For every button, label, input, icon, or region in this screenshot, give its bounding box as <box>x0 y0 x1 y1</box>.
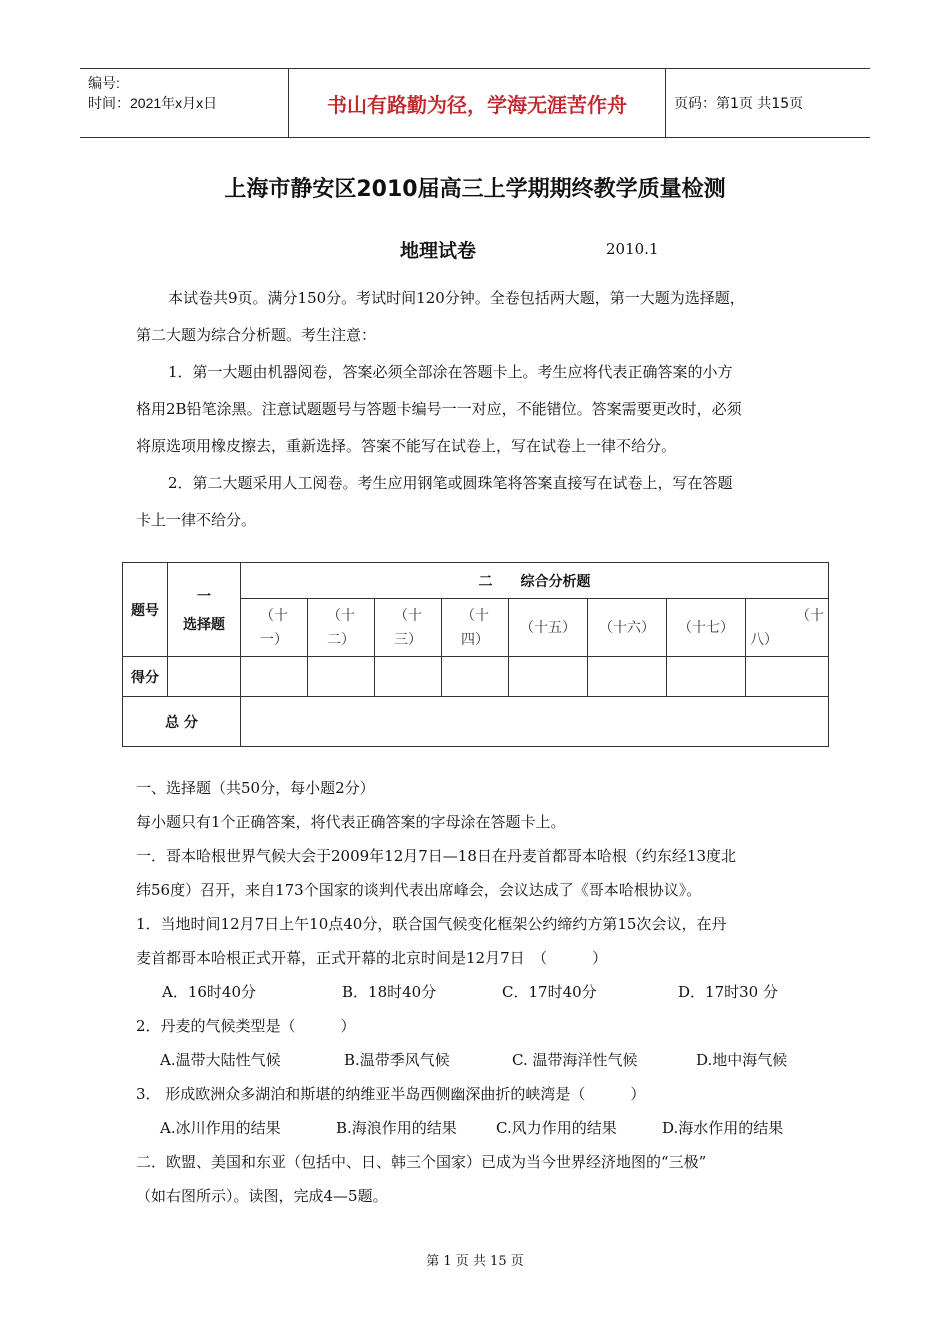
page-header <box>80 68 870 138</box>
subcol-label: （十 <box>796 607 824 624</box>
subcol-label: （十 <box>461 607 489 624</box>
q3-option-d: D.海水作用的结果 <box>662 1119 784 1137</box>
q1-option-a: A．16时40分 <box>162 983 257 1001</box>
section1 <box>136 771 826 1213</box>
subcol-header <box>375 599 442 657</box>
score-cell <box>168 657 241 697</box>
passage2-line: 二．欧盟、美国和东亚（包括中、日、韩三个国家）已成为当今世界经济地图的“三极” <box>136 1153 707 1171</box>
subcol-label: 八） <box>750 631 778 648</box>
passage1-line: 纬56度）召开，来自173个国家的谈判代表出席峰会，会议达成了《哥本哈根协议》。 <box>136 881 702 899</box>
q3-options <box>136 1111 826 1145</box>
row-label-total: 总 分 <box>123 697 241 747</box>
col-choice-header <box>168 563 241 657</box>
q1-option-d: D．17时30 分 <box>678 983 778 1001</box>
q2-option-b: B.温带季风气候 <box>344 1051 450 1069</box>
instruction-line: 2．第二大题采用人工阅卷。考生应用钢笔或圆珠笔将答案直接写在试卷上，写在答题 <box>168 474 733 492</box>
subcol-header <box>308 599 375 657</box>
q3-option-c: C.风力作用的结果 <box>496 1119 617 1137</box>
section1-heading: 一、选择题（共50分，每小题2分） <box>136 779 375 797</box>
row-label-number: 题号 <box>123 563 168 657</box>
section2-header: 二 综合分析题 <box>241 563 829 599</box>
score-cell <box>746 657 829 697</box>
score-table <box>122 562 829 747</box>
subcol-header <box>588 599 667 657</box>
q1-options <box>136 975 826 1009</box>
instruction-line: 第二大题为综合分析题。考生注意： <box>136 326 377 344</box>
exam-title: 上海市静安区2010届高三上学期期终教学质量检测 <box>224 177 726 202</box>
passage2-line: （如右图所示）。读图，完成4—5题。 <box>136 1187 388 1205</box>
score-cell <box>442 657 509 697</box>
q3-stem: 3． 形成欧洲众多湖泊和斯堪的纳维亚半岛西侧幽深曲折的峡湾是（ ） <box>136 1085 646 1103</box>
number-label: 编号: <box>88 75 120 91</box>
subcol-header <box>241 599 308 657</box>
header-meta <box>80 69 288 137</box>
subcol-label: （十五） <box>520 619 576 636</box>
q1-line: 1．当地时间12月7日上午10点40分，联合国气候变化框架公约缔约方第15次会议，在丹 <box>136 915 727 933</box>
q3-option-b: B.海浪作用的结果 <box>336 1119 457 1137</box>
instruction-line: 将原选项用橡皮擦去，重新选择。答案不能写在试卷上，写在试卷上一律不给分。 <box>136 437 677 455</box>
subcol-label: （十 <box>260 607 288 624</box>
subcol-label: （十 <box>327 607 355 624</box>
subcol-label: （十七） <box>678 619 734 636</box>
header-page-info: 页码：第1页 共15页 <box>674 96 804 112</box>
subcol-header <box>667 599 746 657</box>
instruction-line: 卡上一律不给分。 <box>136 511 257 529</box>
q2-stem: 2．丹麦的气候类型是（ ） <box>136 1017 356 1035</box>
subcol-header <box>509 599 588 657</box>
q2-option-d: D.地中海气候 <box>696 1051 788 1069</box>
score-cell <box>375 657 442 697</box>
instruction-line: 1．第一大题由机器阅卷，答案必须全部涂在答题卡上。考生应将代表正确答案的小方 <box>168 363 733 381</box>
subcol-header <box>746 599 829 657</box>
score-cell <box>308 657 375 697</box>
score-cell <box>667 657 746 697</box>
total-cell <box>241 697 829 747</box>
subcol-label: 三） <box>394 631 422 648</box>
q1-option-b: B．18时40分 <box>342 983 437 1001</box>
q2-option-a: A.温带大陆性气候 <box>160 1051 281 1069</box>
row-label-score: 得分 <box>123 657 168 697</box>
q1-line: 麦首都哥本哈根正式开幕，正式开幕的北京时间是12月7日 （ ） <box>136 949 608 967</box>
page-footer: 第 1 页 共 15 页 <box>426 1254 524 1269</box>
q2-options <box>136 1043 826 1077</box>
instructions <box>136 280 820 539</box>
subcol-label: 四） <box>461 631 489 648</box>
score-cell <box>241 657 308 697</box>
section1-note: 每小题只有1个正确答案，将代表正确答案的字母涂在答题卡上。 <box>136 813 566 831</box>
subcol-label: （十六） <box>599 619 655 636</box>
exam-date: 2010.1 <box>606 240 659 258</box>
q3-option-a: A.冰川作用的结果 <box>160 1119 281 1137</box>
q2-option-c: C. 温带海洋性气候 <box>512 1051 638 1069</box>
score-cell <box>588 657 667 697</box>
subcol-label: 一） <box>260 631 288 648</box>
score-cell <box>509 657 588 697</box>
instruction-line: 本试卷共9页。满分150分。考试时间120分钟。全卷包括两大题，第一大题为选择题， <box>168 289 745 307</box>
exam-subtitle: 地理试卷 <box>400 240 477 262</box>
q1-option-c: C．17时40分 <box>502 983 597 1001</box>
instruction-line: 格用2B铅笔涂黑。注意试题题号与答题卡编号一一对应，不能错位。答案需要更改时，必须 <box>136 400 742 418</box>
col-choice-bottom: 选择题 <box>183 616 225 633</box>
subcol-header <box>442 599 509 657</box>
time-label: 时间：2021年x月x日 <box>88 95 218 111</box>
passage1-line: 一．哥本哈根世界气候大会于2009年12月7日—18日在丹麦首都哥本哈根（约东经13度北 <box>136 847 736 865</box>
header-motto: 书山有路勤为径，学海无涯苦作舟 <box>288 69 666 137</box>
col-choice-top: 一 <box>197 588 211 605</box>
subcol-label: 二） <box>327 631 355 648</box>
subcol-label: （十 <box>394 607 422 624</box>
